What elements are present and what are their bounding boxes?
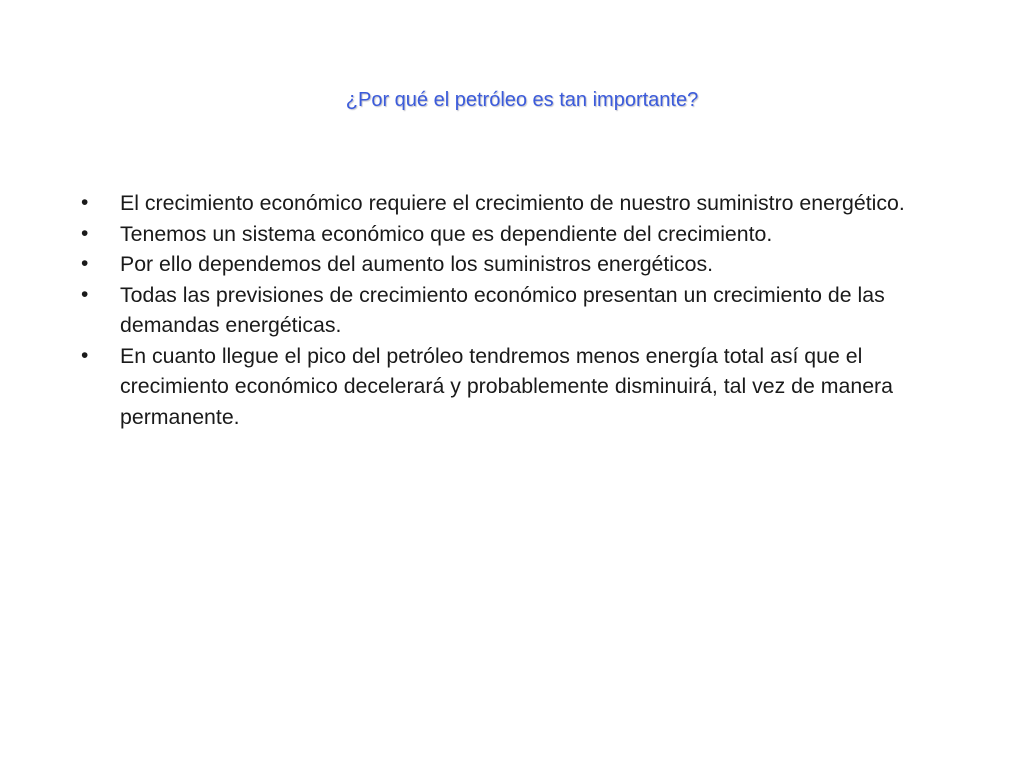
bullet-text: Por ello dependemos del aumento los suministros energéticos. (120, 252, 714, 276)
bullet-list (78, 188, 908, 432)
bullet-text: El crecimiento económico requiere el crecimiento de nuestro suministro energético. (120, 191, 905, 215)
bullet-marker: • (81, 221, 89, 245)
slide-title: ¿Por qué el petróleo es tan importante? (345, 89, 699, 111)
bullet-marker: • (81, 252, 89, 275)
bullet-item (78, 188, 908, 219)
bullet-marker: • (81, 191, 89, 214)
bullet-item (78, 280, 908, 341)
bullet-item (78, 249, 908, 280)
bullet-text: En cuanto llegue el pico del petróleo tendremos menos energía total así que el crecimiento económico decelerará y probablemente disminuirá, tal vez de manera permanente. (120, 343, 893, 429)
bullet-text: Tenemos un sistema económico que es dependiente del crecimiento. (120, 221, 773, 246)
bullet-text: Todas las previsiones de crecimiento económico presentan un crecimiento de las demandas energéticas. (120, 282, 885, 337)
bullet-marker: • (81, 282, 89, 306)
bullet-item (78, 219, 908, 250)
bullet-item (78, 341, 908, 433)
bullet-marker: • (81, 343, 89, 367)
